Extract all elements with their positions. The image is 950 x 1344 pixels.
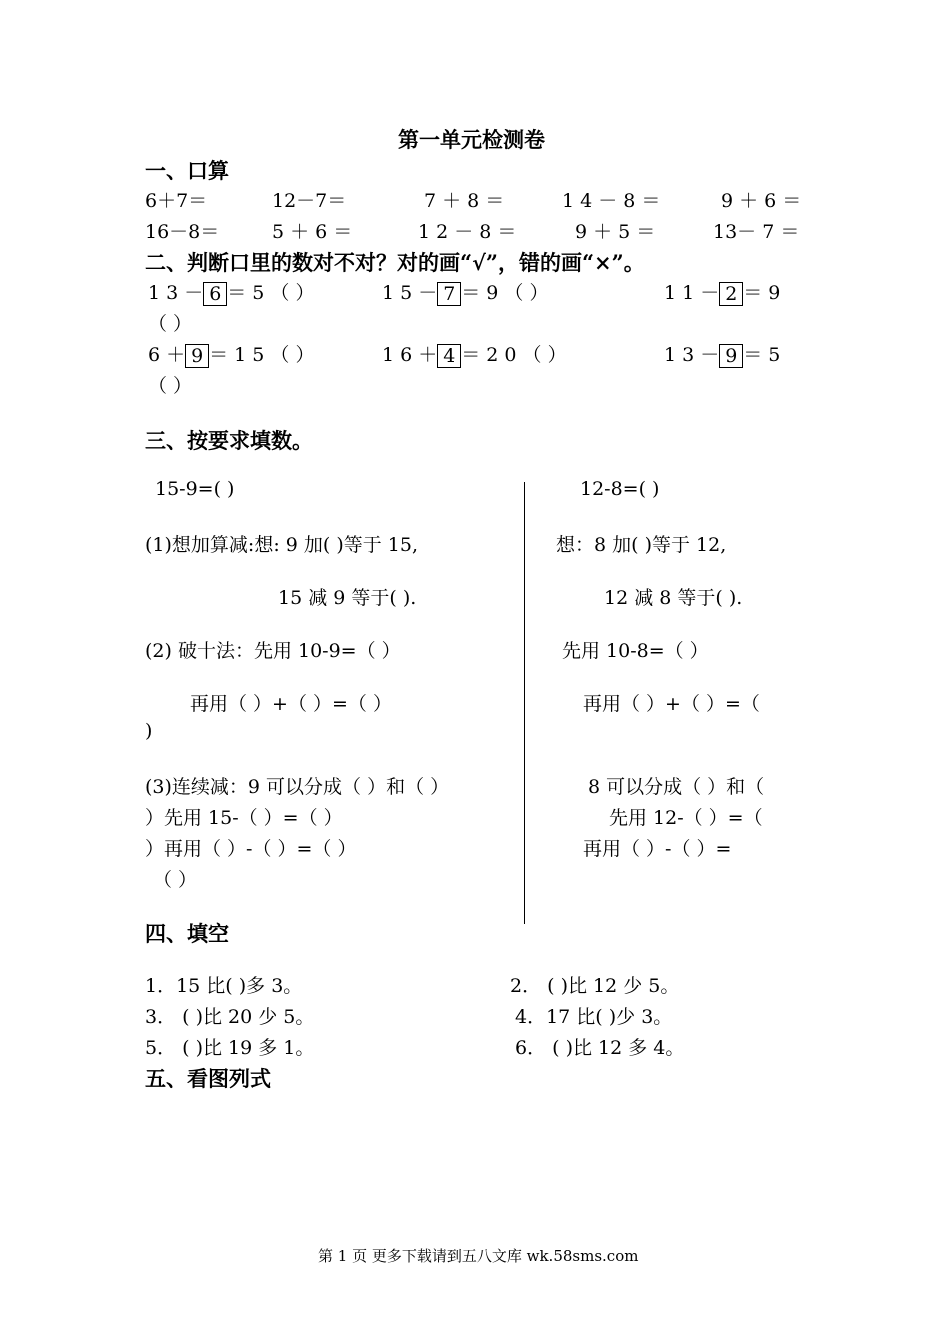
fill-item-3: 3． ( )比 20 少 5。: [145, 1006, 315, 1028]
page-footer: 第 1 页 更多下载请到五八文库 wk.58sms.com: [318, 1247, 639, 1265]
calc-2-2: 5 ＋ 6 ＝: [272, 221, 353, 243]
left-method-3b: ）先用 15-（ ）=（ ）: [145, 807, 343, 829]
column-divider: [524, 482, 525, 924]
right-method-1b: 12 减 8 等于( ).: [604, 587, 743, 609]
fill-item-2: 2． ( )比 12 少 5。: [510, 975, 680, 997]
judge-wrap-1: （ ）: [148, 313, 193, 335]
section-5-heading: 五、看图列式: [145, 1066, 271, 1091]
answer-box: 9: [719, 344, 743, 368]
fill-item-1: 1．15 比( )多 3。: [145, 975, 303, 997]
calc-2-5: 13－ 7 ＝: [713, 221, 800, 243]
answer-box: 9: [185, 344, 209, 368]
calc-1-2: 12－7＝: [272, 190, 347, 212]
left-method-2c: ): [145, 720, 153, 742]
answer-box: 6: [203, 282, 227, 306]
fill-item-5: 5． ( )比 19 多 1。: [145, 1037, 315, 1059]
judge-item-5: 1 6 ＋ 4 ＝ 2 0 （ ）: [382, 344, 567, 367]
calc-2-4: 9 ＋ 5 ＝: [575, 221, 656, 243]
section-3-heading: 三、按要求填数。: [145, 428, 313, 453]
calc-1-5: 9 ＋ 6 ＝: [721, 190, 802, 212]
judge-item-4: 6 ＋ 9 ＝ 1 5 （ ）: [148, 344, 315, 367]
judge-item-3: 1 1 － 2 ＝ 9: [664, 282, 781, 305]
right-method-3b: 先用 12-（ ）=（: [609, 807, 763, 829]
fill-item-4: 4．17 比( )少 3。: [515, 1006, 673, 1028]
fill-item-6: 6． ( )比 12 多 4。: [515, 1037, 685, 1059]
left-equation: 15-9=( ): [155, 478, 235, 500]
left-method-3d: （ ）: [153, 869, 198, 891]
answer-box: 7: [437, 282, 461, 306]
judge-wrap-2: （ ）: [148, 375, 193, 397]
calc-1-3: 7 ＋ 8 ＝: [424, 190, 505, 212]
right-method-3c: 再用（ ）-（ ）=: [583, 838, 732, 860]
calc-1-1: 6＋7＝: [145, 190, 208, 212]
right-method-1a: 想：8 加( )等于 12,: [556, 534, 727, 556]
left-method-1a: (1)想加算减:想: 9 加( )等于 15,: [145, 534, 419, 556]
right-method-2a: 先用 10-8=（ ）: [562, 640, 709, 662]
left-method-3c: ）再用（ ）-（ ）=（ ）: [145, 838, 357, 860]
judge-item-6: 1 3 － 9 ＝ 5: [664, 344, 781, 367]
calc-2-1: 16－8＝: [145, 221, 220, 243]
left-method-2a: (2) 破十法：先用 10-9=（ ）: [145, 640, 401, 662]
section-2-heading: 二、判断口里的数对不对？对的画“√”，错的画“×”。: [145, 250, 645, 275]
right-equation: 12-8=( ): [580, 478, 660, 500]
section-4-heading: 四、填空: [145, 921, 229, 946]
calc-2-3: 1 2 － 8 ＝: [418, 221, 517, 243]
judge-item-1: 1 3 － 6 ＝ 5 （ ）: [148, 282, 315, 305]
left-method-3a: (3)连续减：9 可以分成（ ）和（ ）: [145, 776, 450, 798]
answer-box: 2: [719, 282, 743, 306]
calc-1-4: 1 4 － 8 ＝: [562, 190, 661, 212]
judge-item-2: 1 5 － 7 ＝ 9 （ ）: [382, 282, 549, 305]
answer-box: 4: [437, 344, 461, 368]
right-method-3a: 8 可以分成（ ）和（: [588, 776, 765, 798]
page-title: 第一单元检测卷: [398, 127, 545, 152]
left-method-2b: 再用（ ）+（ ）=（ ）: [190, 693, 392, 715]
left-method-1b: 15 减 9 等于( ).: [278, 587, 417, 609]
section-1-heading: 一、口算: [145, 158, 229, 183]
right-method-2b: 再用（ ）+（ ）=（: [583, 693, 760, 715]
